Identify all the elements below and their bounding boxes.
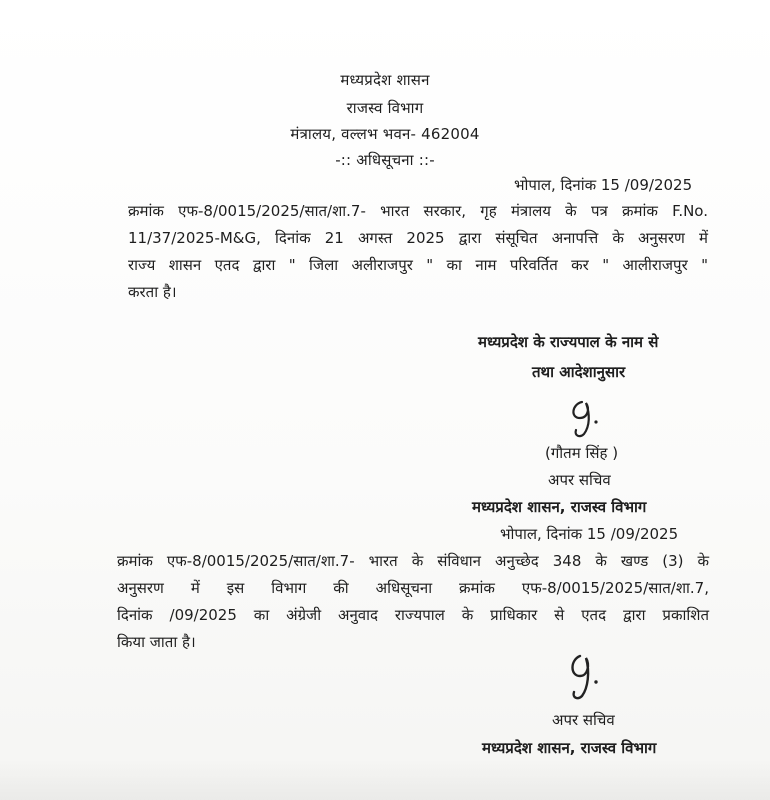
order-line-1: मध्यप्रदेश के राज्यपाल के नाम से: [478, 333, 659, 351]
department-heading: राजस्व विभाग: [346, 99, 424, 117]
first-place-date: भोपाल, दिनांक 15 /09/2025: [514, 176, 693, 194]
first-notice-line-3: राज्य शासन एतद द्वारा " जिला अलीराजपुर " का नाम परिवर्तित कर " आलीराजपुर ": [128, 256, 708, 274]
first-signatory-title: अपर सचिव: [548, 471, 611, 489]
address-line: मंत्रालय, वल्लभ भवन- 462004: [290, 125, 480, 143]
second-notice-line-2: अनुसरण में इस विभाग की अधिसूचना क्रमांक एफ-8/0015/2025/सात/शा.7,: [117, 579, 709, 597]
second-place-date: भोपाल, दिनांक 15 /09/2025: [500, 525, 679, 543]
second-signature-icon: [562, 650, 610, 706]
second-signatory-title: अपर सचिव: [552, 711, 615, 729]
first-signature-icon: [560, 394, 610, 442]
first-signatory-dept: मध्यप्रदेश शासन, राजस्व विभाग: [472, 498, 647, 516]
page-shadow: [0, 760, 770, 800]
notification-title: -:: अधिसूचना ::-: [335, 151, 435, 169]
signatory-name: (गौतम सिंह ): [545, 444, 619, 462]
first-notice-line-1: क्रमांक एफ-8/0015/2025/सात/शा.7- भारत सरकार, गृह मंत्रालय के पत्र क्रमांक F.No.: [128, 202, 708, 220]
order-line-2: तथा आदेशानुसार: [532, 363, 626, 381]
second-notice-line-3: दिनांक /09/2025 का अंग्रेजी अनुवाद राज्यपाल के प्राधिकार से एतद द्वारा प्रकाशित: [117, 606, 709, 624]
government-heading: मध्यप्रदेश शासन: [340, 71, 430, 89]
first-notice-line-4: करता है।: [128, 283, 177, 301]
first-notice-line-2: 11/37/2025-M&G, दिनांक 21 अगस्त 2025 द्वारा संसूचित अनापत्ति के अनुसरण में: [128, 229, 708, 247]
second-signatory-dept: मध्यप्रदेश शासन, राजस्व विभाग: [482, 739, 657, 757]
second-notice-line-4: किया जाता है।: [117, 633, 196, 651]
second-notice-line-1: क्रमांक एफ-8/0015/2025/सात/शा.7- भारत के संविधान अनुच्छेद 348 के खण्ड (3) के: [117, 552, 709, 570]
